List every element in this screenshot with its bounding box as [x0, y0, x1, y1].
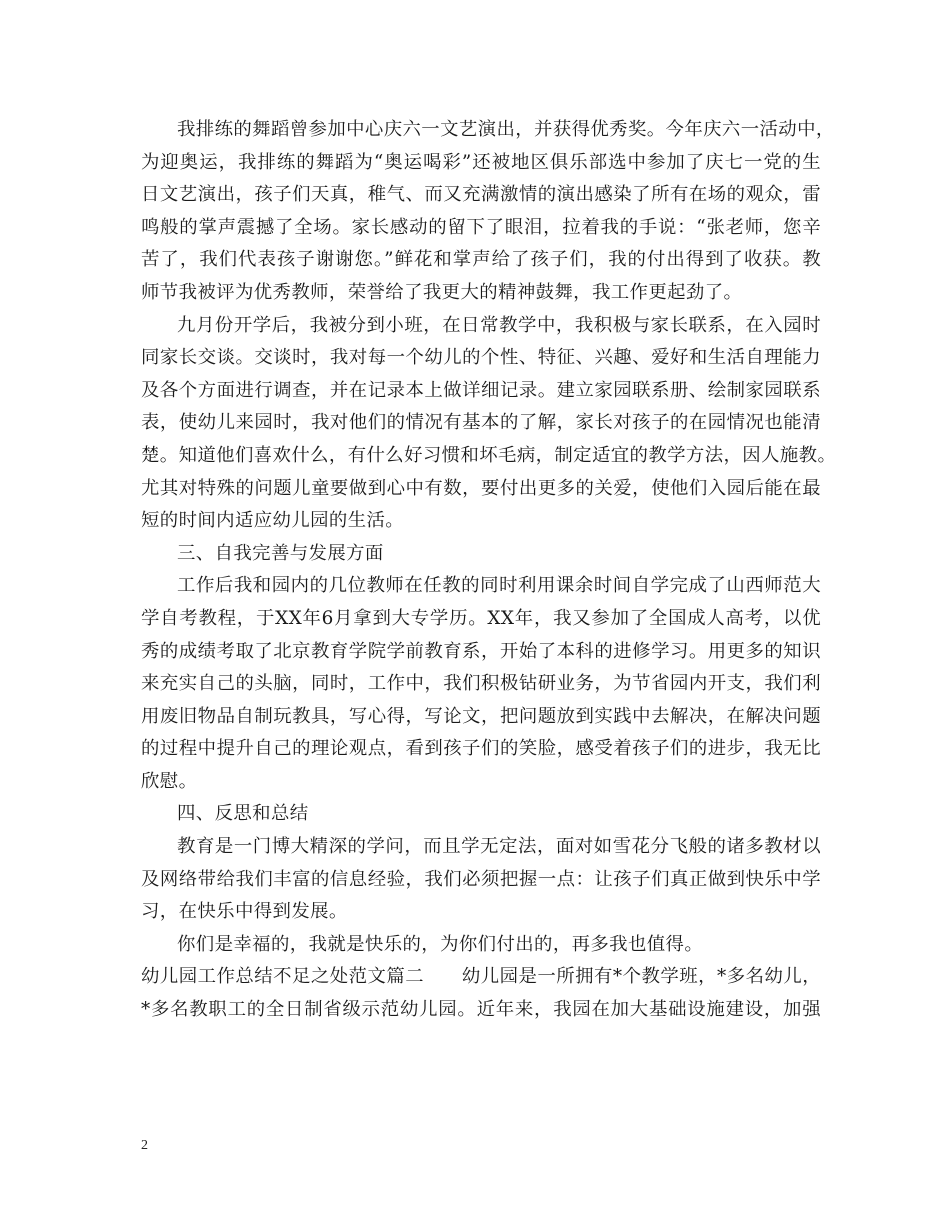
text-line: 习，在快乐中得到发展。: [141, 901, 348, 923]
paragraph-8: [141, 961, 821, 1026]
text-line: 幼儿园工作总结不足之处范文篇二 幼儿园是一所拥有*个教学班，*多名幼儿，: [141, 966, 821, 988]
text-line: 尤其对特殊的问题儿童要做到心中有数，要付出更多的关爱，使他们入园后能在最: [141, 477, 821, 499]
text-line: 欣慰。: [141, 770, 198, 792]
text-line: 秀的成绩考取了北京教育学院学前教育系，开始了本科的进修学习。用更多的知识: [141, 640, 821, 662]
text-line: 日文艺演出，孩子们天真，稚气、而又充满激情的演出感染了所有在场的观众，雷: [141, 184, 821, 206]
text-line: 我排练的舞蹈曾参加中心庆六一文艺演出，并获得优秀奖。今年庆六一活动中，: [177, 119, 835, 140]
text-line: 及各个方面进行调查，并在记录本上做详细记录。建立家园联系册、绘制家园联系: [141, 379, 821, 401]
text-line: 及网络带给我们丰富的信息经验，我们必须把握一点：让孩子们真正做到快乐中学: [141, 868, 821, 890]
text-line: 同家长交谈。交谈时，我对每一个幼儿的个性、特征、兴趣、爱好和生活自理能力: [141, 347, 821, 369]
text-line: 苦了，我们代表孩子谢谢您。”鲜花和掌声给了孩子们，我的付出得到了收获。教: [141, 249, 821, 271]
paragraph-4: [141, 570, 821, 798]
text-line: 鸣般的掌声震撼了全场。家长感动的留下了眼泪，拉着我的手说：“张老师，您辛: [141, 216, 821, 238]
text-line: 师节我被评为优秀教师，荣誉给了我更大的精神鼓舞，我工作更起劲了。: [141, 281, 743, 303]
text-line: 你们是幸福的，我就是快乐的，为你们付出的，再多我也值得。: [177, 933, 704, 955]
paragraph-1: [141, 114, 835, 310]
text-line: 表，使幼儿来园时，我对他们的情况有基本的了解，家长对孩子的在园情况也能清: [141, 412, 821, 434]
paragraph-6: [141, 831, 821, 929]
text-line: 工作后我和园内的几位教师在任教的同时利用课余时间自学完成了山西师范大: [177, 575, 821, 597]
text-line: 九月份开学后，我被分到小班，在日常教学中，我积极与家长联系，在入园时: [177, 314, 821, 336]
section-heading-4: [141, 798, 821, 831]
paragraph-7: [141, 929, 821, 962]
page-number: 2: [141, 1138, 148, 1153]
paragraph-2: [141, 310, 837, 538]
heading-text: 三、自我完善与发展方面: [177, 542, 384, 564]
heading-text: 四、反思和总结: [177, 803, 309, 825]
text-line: *多名教职工的全日制省级示范幼儿园。近年来，我园在加大基础设施建设，加强: [141, 999, 821, 1021]
text-line: 用废旧物品自制玩教具，写心得，写论文，把问题放到实践中去解决，在解决问题: [141, 705, 821, 727]
text-line: 来充实自己的头脑，同时，工作中，我们积极钻研业务，为节省园内开支，我们利: [141, 673, 821, 695]
text-line: 为迎奥运，我排练的舞蹈为“奥运喝彩”还被地区俱乐部选中参加了庆七一党的生: [141, 151, 821, 173]
text-line: 楚。知道他们喜欢什么，有什么好习惯和坏毛病，制定适宜的教学方法，因人施教。: [141, 444, 837, 466]
section-heading-3: [141, 538, 821, 571]
text-line: 短的时间内适应幼儿园的生活。: [141, 510, 405, 532]
document-body: [141, 114, 837, 1027]
text-line: 教育是一门博大精深的学问，而且学无定法，面对如雪花分飞般的诸多教材以: [177, 836, 821, 858]
text-line: 的过程中提升自己的理论观点，看到孩子们的笑脸，感受着孩子们的进步，我无比: [141, 738, 821, 760]
text-line: 学自考教程，于XX年6月拿到大专学历。XX年，我又参加了全国成人高考，以优: [141, 607, 821, 629]
